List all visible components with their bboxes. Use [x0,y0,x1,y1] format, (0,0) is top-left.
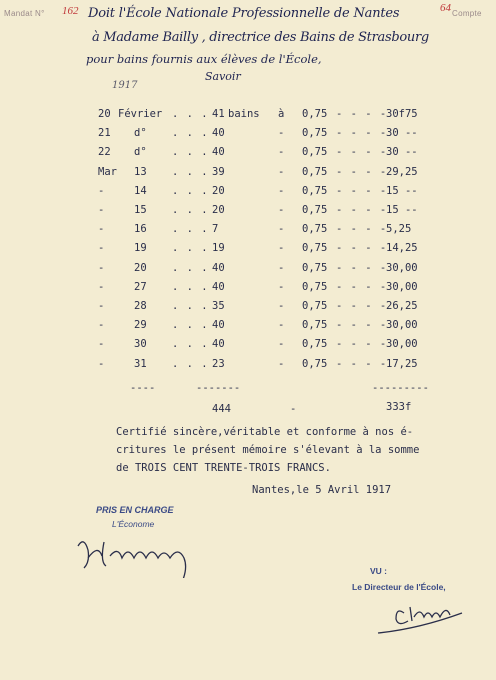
row-price: 0,75 [302,338,328,351]
sum-dash: - [290,403,297,415]
row-dots: . . . [172,319,209,332]
row-dots: . . . [172,242,209,255]
row-day: 15 [134,204,147,216]
row-dots: . . . [172,300,209,312]
certification-line-1: Certifié sincère,véritable et conforme à nos é- [116,426,414,438]
row-total: 30,00 [386,338,418,351]
row-dots: . . . [172,184,209,197]
row-separator: - [278,300,285,312]
row-day: 19 [134,242,147,255]
row-total: 30 -- [386,127,418,140]
row-separator: - [278,204,285,216]
row-dashes: - - - - [336,204,388,216]
table-row [0,281,496,300]
rule-left: ---- [130,382,156,394]
row-quantity: 20 [212,204,225,216]
row-date: 20 [98,108,111,120]
row-price: 0,75 [302,357,328,370]
row-separator: - [278,223,285,236]
row-quantity: 40 [212,280,225,293]
row-separator: - [278,127,285,140]
vu-label: VU : [370,566,387,576]
rule-mid: ------- [196,382,241,394]
row-date: - [98,204,105,216]
row-dashes: - - - - [336,127,388,140]
row-date: - [98,223,105,236]
row-quantity: 40 [212,338,225,351]
row-dots: . . . [172,338,209,351]
compte-stamp [452,9,482,18]
econome-label: L'Économe [112,519,155,529]
row-total: 15 -- [386,204,418,216]
row-total: 30 -- [386,146,418,159]
row-day: 16 [134,223,147,236]
row-separator: - [278,146,285,159]
row-price: 0,75 [302,242,328,255]
row-quantity: 7 [212,223,219,236]
row-date: - [98,319,105,332]
row-unit: bains [228,108,260,120]
row-separator: - [278,319,285,332]
row-day: 27 [134,280,147,293]
directeur-label: Le Directeur de l'École, [352,582,446,592]
row-dashes: - - - - [336,223,388,236]
row-price: 0,75 [302,204,328,216]
row-total: 15 -- [386,184,418,197]
certification-line-2: critures le présent mémoire s'élevant à la somme [116,444,420,456]
table-row [0,127,496,146]
row-separator: - [278,357,285,370]
row-dots: . . . [172,280,209,293]
header-line-4: Savoir [205,70,241,83]
row-separator: - [278,184,285,197]
year-note: 1917 [112,80,138,91]
sum-total: 333f [386,401,412,413]
row-dashes: - - - - [336,146,388,159]
table-row [0,262,496,281]
row-total: 30f75 [386,108,418,120]
row-dashes: - - - - [336,184,388,197]
row-separator: - [278,261,285,274]
table-row [0,300,496,319]
row-dashes: - - - - [336,261,388,274]
table-row [0,223,496,242]
row-dashes: - - - - [336,108,388,120]
row-day: 29 [134,319,147,332]
row-price: 0,75 [302,127,328,140]
row-price: 0,75 [302,223,328,236]
row-total: 5,25 [386,223,412,236]
row-quantity: 39 [212,165,225,178]
row-separator: - [278,338,285,351]
row-dots: . . . [172,204,209,216]
row-quantity: 23 [212,357,225,370]
row-date: Mar [98,165,117,178]
mandat-number: 162 [62,5,79,17]
row-price: 0,75 [302,108,328,120]
table-row [0,146,496,165]
row-date: - [98,338,105,351]
mandat-label: Mandat N° [4,9,45,18]
row-price: 0,75 [302,300,328,312]
row-separator: - [278,242,285,255]
certification-line-3: de TROIS CENT TRENTE-TROIS FRANCS. [116,462,331,474]
row-quantity: 35 [212,300,225,312]
row-day: d° [134,146,147,159]
row-day: 20 [134,261,147,274]
place-date: Nantes,le 5 Avril 1917 [252,484,392,496]
header-line-3: pour bains fournis aux élèves de l'École, [86,52,322,66]
row-quantity: 40 [212,127,225,140]
row-price: 0,75 [302,165,328,178]
row-price: 0,75 [302,319,328,332]
row-quantity: 40 [212,261,225,274]
row-price: 0,75 [302,280,328,293]
row-dots: . . . [172,165,209,178]
row-dashes: - - - - [336,300,388,312]
row-quantity: 40 [212,319,225,332]
row-quantity: 40 [212,146,225,159]
row-date: - [98,184,105,197]
row-separator: à [278,108,285,120]
row-quantity: 41 [212,108,225,120]
row-separator: - [278,280,285,293]
row-day: 13 [134,165,147,178]
row-total: 17,25 [386,357,418,370]
row-dots: . . . [172,223,209,236]
row-day: d° [134,127,147,140]
row-dots: . . . [172,127,209,140]
header-line-2: à Madame Bailly , directrice des Bains de Strasbourg [92,30,429,45]
directeur-signature [318,593,468,643]
row-price: 0,75 [302,261,328,274]
row-dots: . . . [172,261,209,274]
row-day: 28 [134,300,147,312]
row-day: 31 [134,357,147,370]
row-date: - [98,242,105,255]
row-date: 22 [98,146,111,159]
row-total: 30,00 [386,319,418,332]
top-right-number: 64 [440,2,451,14]
row-total: 30,00 [386,261,418,274]
row-day: 14 [134,184,147,197]
table-row [0,204,496,223]
row-total: 14,25 [386,242,418,255]
row-separator: - [278,165,285,178]
table-row [0,108,496,127]
row-dashes: - - - - [336,357,388,370]
compte-label: Compte [452,9,482,18]
row-date: - [98,357,105,370]
sum-quantity: 444 [212,403,231,415]
row-price: 0,75 [302,184,328,197]
row-dashes: - - - - [336,319,388,332]
row-date: - [98,300,105,312]
table-row [0,185,496,204]
row-dots: . . . [172,146,209,159]
table-row [0,242,496,261]
table-row [0,358,496,377]
header-line-1: Doit l'École Nationale Professionnelle de Nantes [88,6,400,21]
row-day: 30 [134,338,147,351]
mandat-stamp [4,9,45,18]
row-date: - [98,261,105,274]
row-total: 30,00 [386,280,418,293]
table-row [0,319,496,338]
row-dots: . . . [172,357,209,370]
table-row [0,166,496,185]
row-dashes: - - - - [336,338,388,351]
rule-right: --------- [372,382,429,394]
row-quantity: 20 [212,184,225,197]
row-dashes: - - - - [336,165,388,178]
row-dashes: - - - - [336,280,388,293]
pris-en-charge-stamp: PRIS EN CHARGE [96,505,174,515]
econome-signature [70,528,220,578]
row-dots: . . . [172,108,209,120]
row-price: 0,75 [302,146,328,159]
row-date: - [98,280,105,293]
row-date: 21 [98,127,111,140]
table-row [0,338,496,357]
row-month: Février [118,108,163,120]
row-total: 26,25 [386,300,418,312]
row-total: 29,25 [386,165,418,178]
row-quantity: 19 [212,242,225,255]
row-dashes: - - - - [336,242,388,255]
